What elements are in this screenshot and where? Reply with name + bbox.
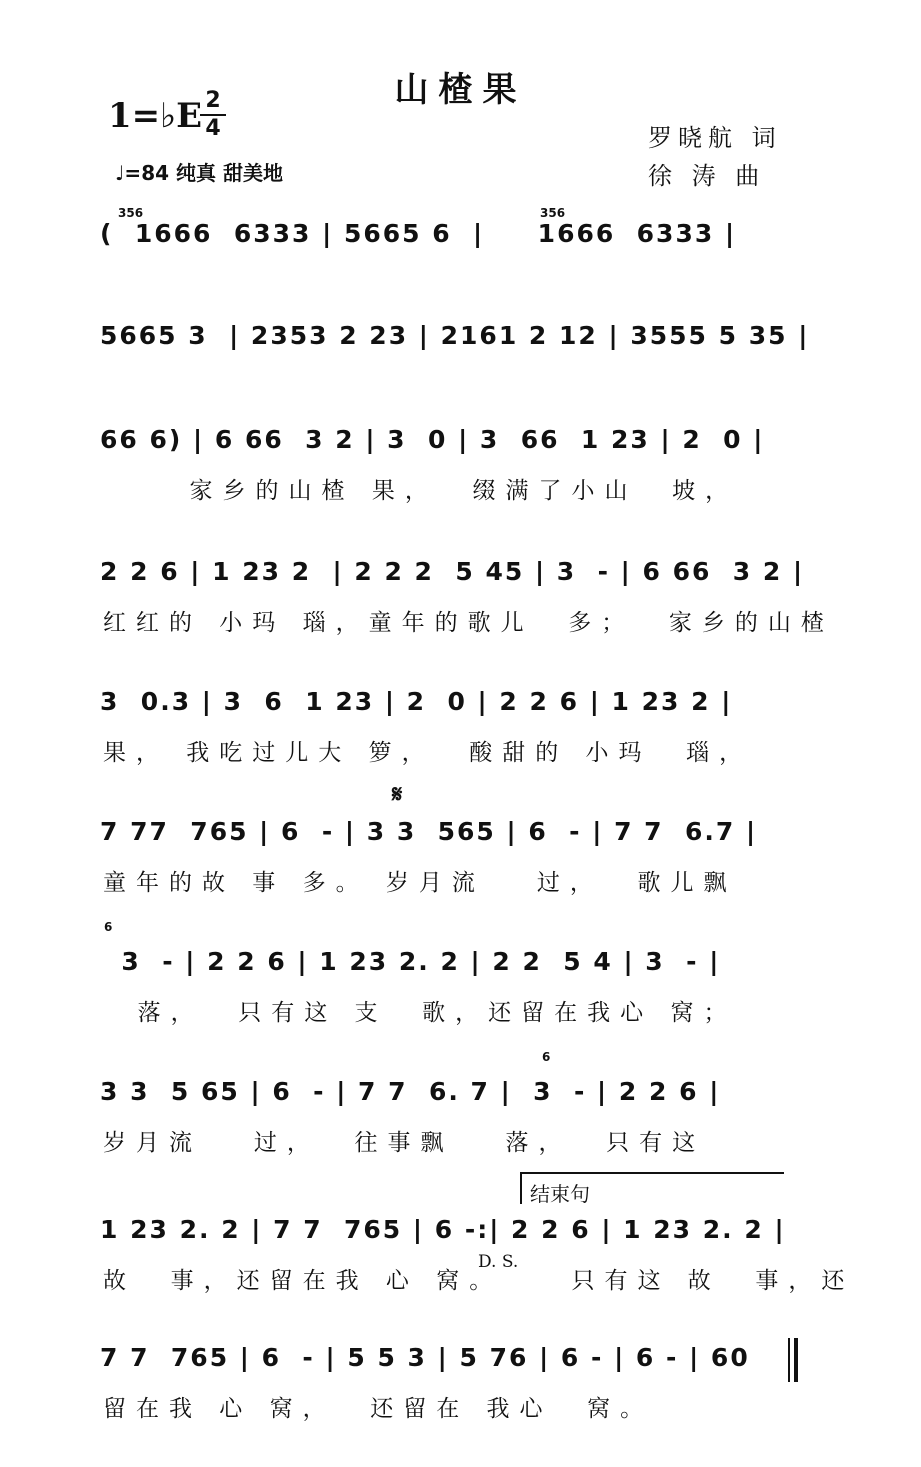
grace-note-group: 356 — [540, 206, 566, 220]
tempo-marking: ♩=84 纯真 甜美地 — [115, 161, 283, 185]
lyric-line: 果， 我吃过儿大 箩， 酸甜的 小玛 瑙， — [103, 740, 753, 766]
time-signature — [200, 88, 226, 142]
lyricist-credit: 罗晓航 词 — [648, 124, 782, 152]
notation-line: 66 6) | 6 66 3 2 | 3 0 | 3 66 1 23 | 2 0 | — [100, 425, 765, 454]
grace-note-group: 6 — [104, 920, 113, 934]
lyric-line: 岁月流 过， 往事飘 落， 只有这 — [103, 1130, 706, 1156]
grace-note-group: 356 — [118, 206, 144, 220]
song-title: 山楂果 — [394, 70, 527, 110]
ending-label: 结束句 — [530, 1182, 590, 1206]
lyric-line: 落， 只有这 支 歌，还留在我心 窝； — [103, 1000, 737, 1026]
notation-line: 2 2 6 | 1 23 2 | 2 2 2 5 45 | 3 - | 6 66 3 2 | — [100, 557, 805, 586]
meter-top: 2 — [205, 88, 221, 113]
grace-note-group: 6 — [542, 1050, 551, 1064]
notation-line: 5665 3 | 2353 2 23 | 2161 2 12 | 3555 5 35 | — [100, 321, 810, 350]
dal-segno-marking: D. S. — [478, 1252, 519, 1272]
key-label: 1=♭E — [108, 96, 203, 136]
notation-line: 3 - | 2 2 6 | 1 23 2. 2 | 2 2 5 4 | 3 - | — [100, 947, 721, 976]
final-barline — [788, 1338, 798, 1382]
notation-line: 7 7 765 | 6 - | 5 5 3 | 5 76 | 6 - | 6 - | 60 — [100, 1343, 750, 1372]
composer-credit: 徐 涛 曲 — [648, 162, 766, 190]
lyric-line: 家乡的山楂 果， 缀满了小山 坡， — [103, 478, 739, 504]
notation-line: 3 3 5 65 | 6 - | 7 7 6. 7 | 3 - | 2 2 6 | — [100, 1077, 721, 1106]
notation-line: 1 23 2. 2 | 7 7 765 | 6 -:| 2 2 6 | 1 23 2. 2 | — [100, 1215, 786, 1244]
notation-line: ( 1666 6333 | 5665 6 | 1666 6333 | — [100, 219, 737, 248]
lyric-line: 故 事，还留在我 心 窝。 只有这 故 事，还 — [103, 1268, 855, 1294]
ending-bracket — [520, 1172, 784, 1204]
meter-bottom: 4 — [200, 114, 226, 142]
lyric-line: 童年的故 事 多。 岁月流 过， 歌儿飘 — [103, 870, 737, 896]
notation-line: 7 77 765 | 6 - | 3 3 565 | 6 - | 7 7 6.7 | — [100, 817, 758, 846]
lyric-line: 红红的 小玛 瑙，童年的歌儿 多； 家乡的山楂 — [103, 610, 834, 636]
key-signature — [108, 96, 202, 136]
notation-line: 3 0.3 | 3 6 1 23 | 2 0 | 2 2 6 | 1 23 2 | — [100, 687, 733, 716]
segno-sign: 𝄋 — [392, 780, 403, 808]
lyric-line: 留在我 心 窝， 还留在 我心 窝。 — [103, 1396, 654, 1422]
